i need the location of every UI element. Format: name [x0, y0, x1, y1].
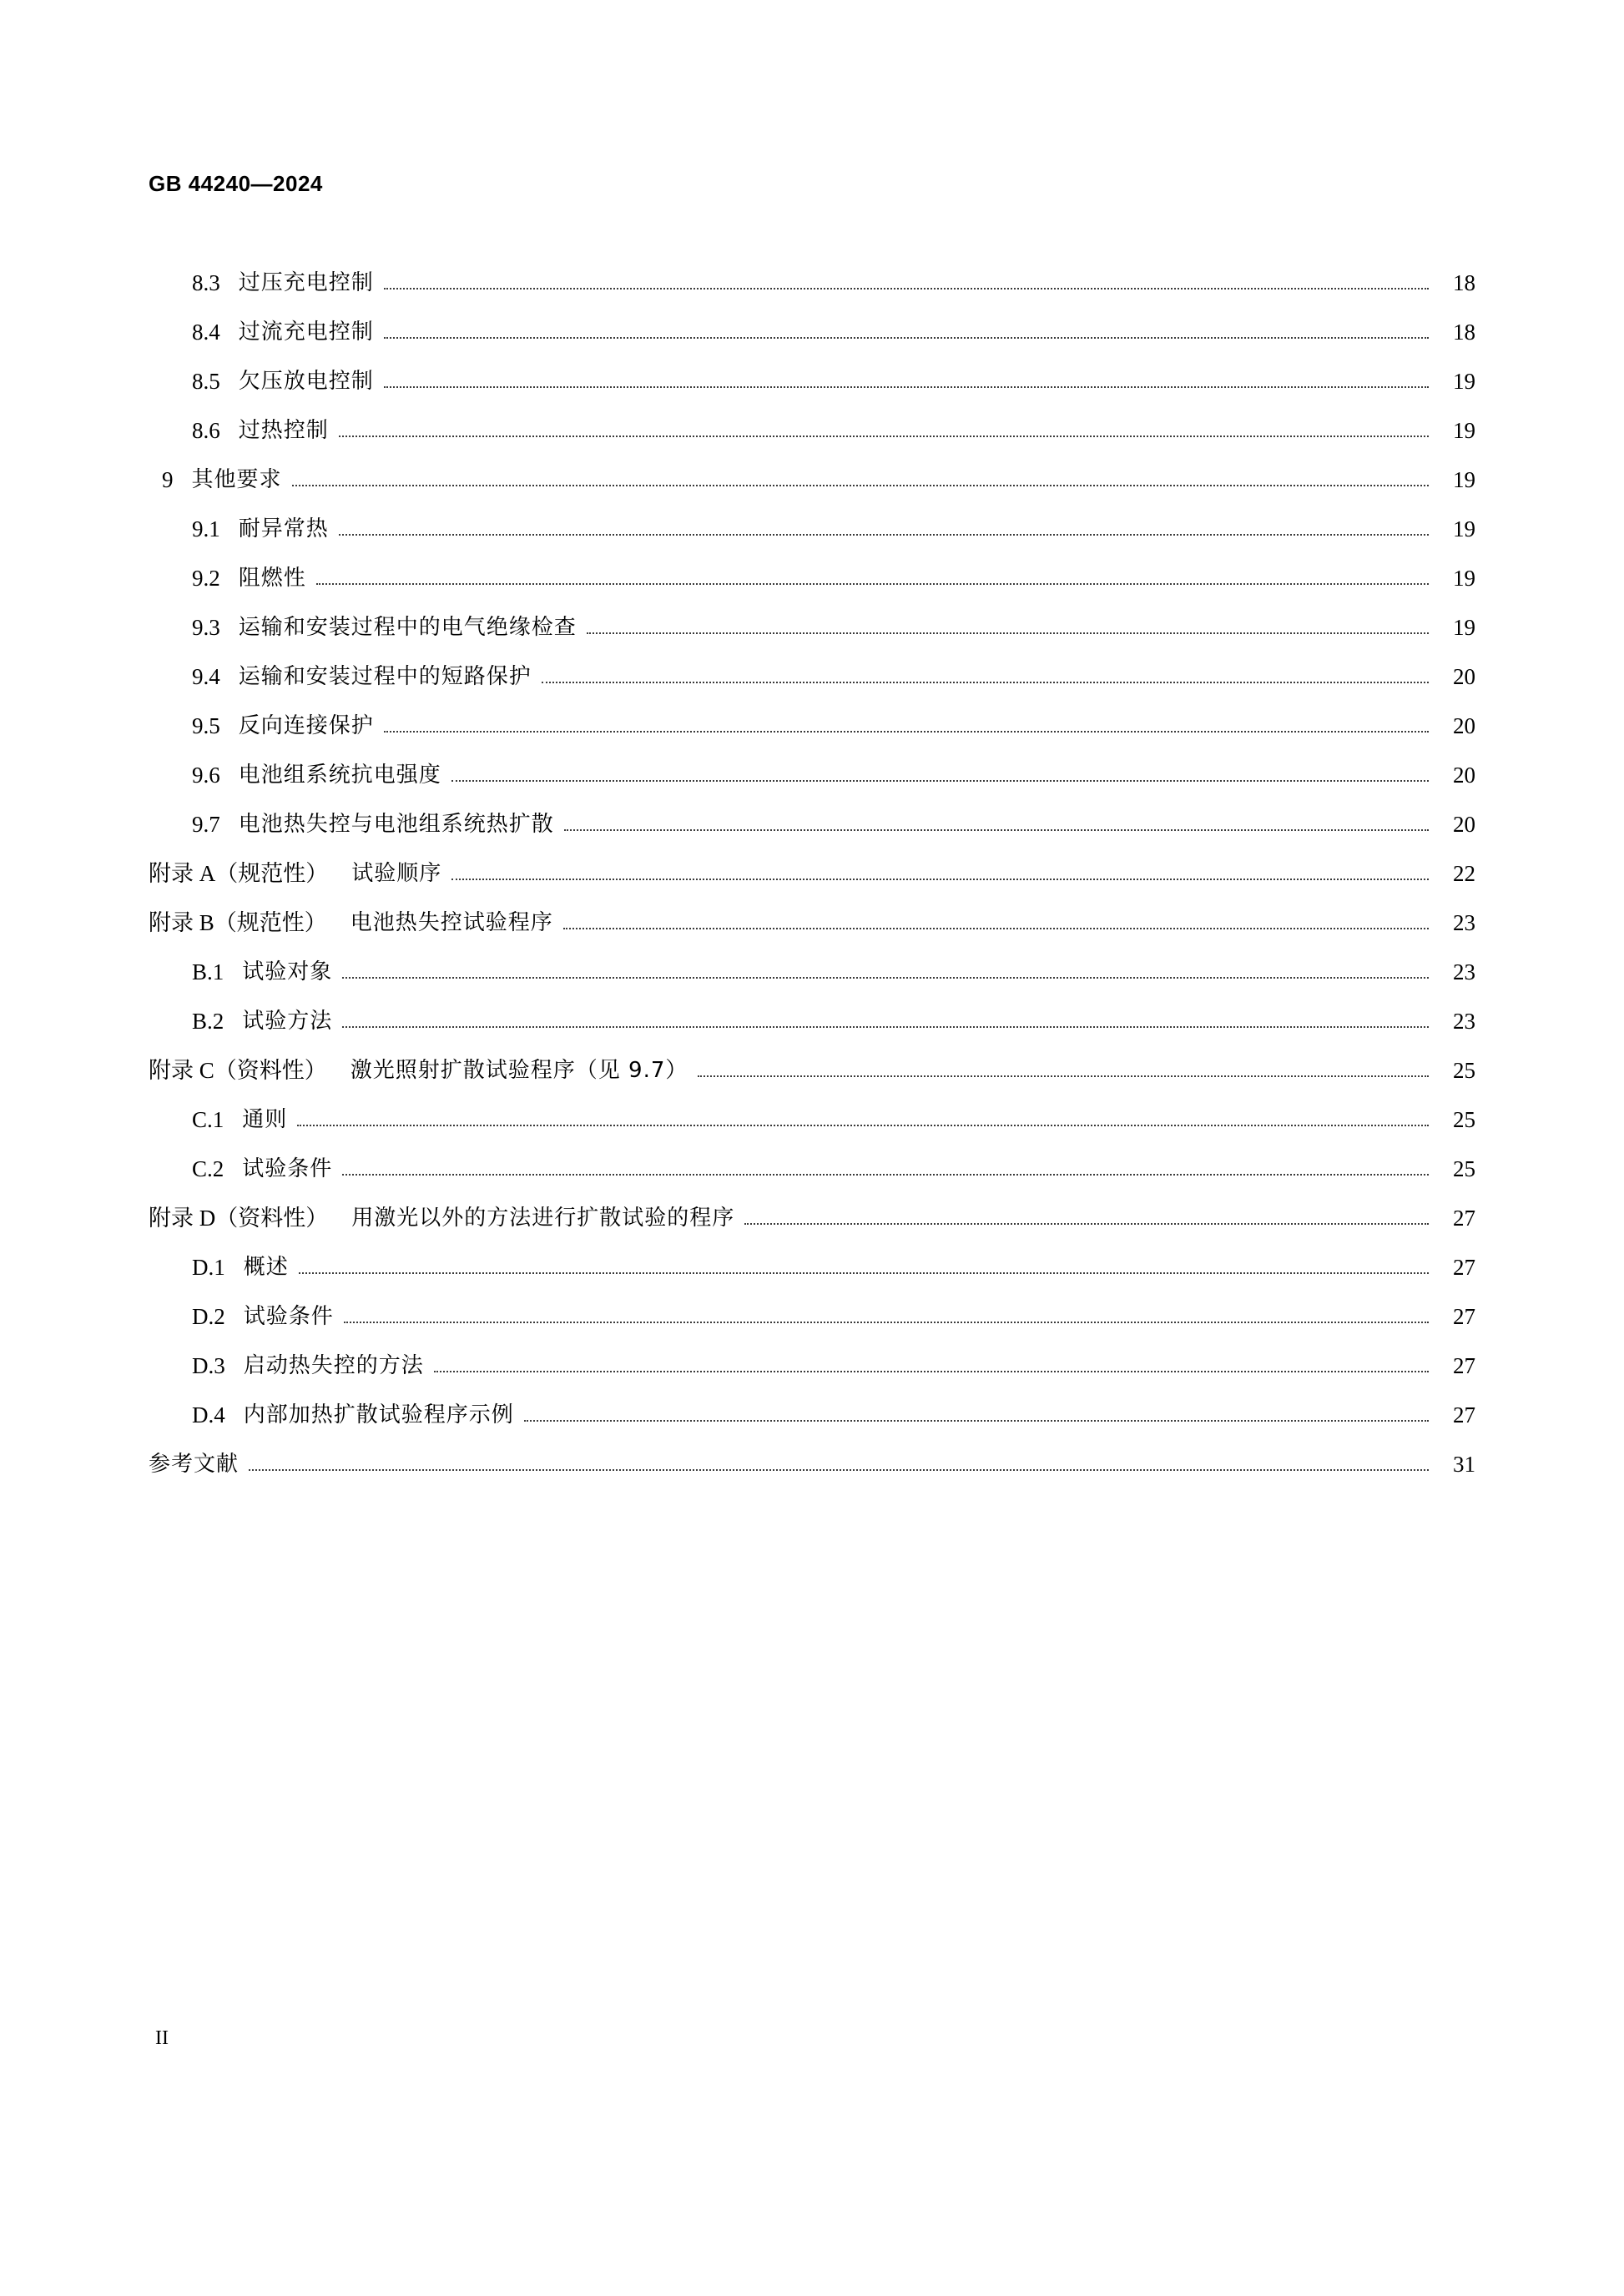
toc-entry-page-number: 23	[1453, 959, 1475, 984]
toc-entry-page-number: 20	[1453, 763, 1475, 788]
toc-entry-label: 其他要求	[191, 467, 282, 492]
toc-entry-page-number: 25	[1453, 1107, 1475, 1132]
toc-entry-number: D.4	[192, 1402, 225, 1427]
toc-entry-number: 9	[162, 467, 174, 492]
toc-entry-page-number: 19	[1453, 467, 1475, 492]
toc-entry-number: D.1	[192, 1255, 225, 1280]
toc-leader-dots	[564, 828, 1429, 831]
toc-leader-dots	[384, 730, 1429, 733]
toc-leader-dots	[316, 582, 1429, 585]
toc-entry-label: 试验条件	[243, 1304, 334, 1329]
toc-entry-number: 附录 A（规范性）	[149, 861, 329, 886]
toc-leader-dots	[587, 632, 1429, 634]
page-header-standard-id: GB 44240—2024	[149, 171, 323, 196]
toc-leader-dots	[292, 484, 1429, 486]
toc-entry-number: 8.3	[192, 270, 220, 295]
toc-entry[interactable]	[149, 1181, 1475, 1231]
toc-entry-label: 用激光以外的方法进行扩散试验的程序	[351, 1206, 735, 1231]
toc-leader-dots	[297, 1124, 1429, 1126]
toc-entry-label: 电池组系统抗电强度	[238, 763, 441, 788]
toc-entry-number: 9.5	[192, 713, 220, 738]
toc-entry-label: 概述	[243, 1255, 289, 1280]
toc-entry-number: 9.3	[192, 615, 220, 640]
toc-entry[interactable]	[149, 591, 1475, 640]
toc-leader-dots	[451, 779, 1429, 782]
toc-leader-dots	[451, 878, 1429, 880]
page-number-footer: II	[155, 2027, 169, 2049]
toc-entry-label: 电池热失控试验程序	[350, 910, 553, 935]
toc-entry-label: 试验顺序	[351, 861, 442, 886]
toc-entry[interactable]	[149, 1329, 1475, 1378]
toc-leader-dots	[434, 1370, 1429, 1372]
toc-entry-number: 9.7	[192, 812, 220, 837]
toc-leader-dots	[384, 385, 1429, 388]
toc-entry[interactable]	[149, 689, 1475, 738]
toc-entry-label: 反向连接保护	[238, 713, 374, 738]
toc-leader-dots	[698, 1075, 1429, 1077]
toc-entry[interactable]	[149, 1231, 1475, 1280]
toc-entry-number: 附录 C（资料性）	[149, 1058, 327, 1083]
toc-entry-label: 阻燃性	[238, 566, 306, 591]
toc-entry-label: 过热控制	[238, 418, 329, 443]
toc-entry-page-number: 19	[1453, 516, 1475, 541]
toc-entry[interactable]	[149, 886, 1475, 935]
toc-leader-dots	[384, 287, 1429, 290]
toc-leader-dots	[342, 1025, 1429, 1028]
toc-entry-number: D.2	[192, 1304, 225, 1329]
toc-leader-dots	[342, 1173, 1429, 1176]
toc-entry-page-number: 23	[1453, 910, 1475, 935]
toc-entry[interactable]	[149, 443, 1475, 492]
toc-entry[interactable]	[149, 1378, 1475, 1427]
toc-entry-label: 试验条件	[242, 1156, 333, 1181]
toc-entry-number: 8.4	[192, 320, 220, 345]
toc-entry[interactable]	[149, 984, 1475, 1034]
toc-entry-label: 试验方法	[242, 1009, 333, 1034]
toc-entry-number: 8.5	[192, 369, 220, 394]
toc-leader-dots	[524, 1419, 1429, 1422]
toc-entry-page-number: 31	[1453, 1452, 1475, 1477]
toc-entry-page-number: 18	[1453, 320, 1475, 345]
toc-entry[interactable]	[149, 1427, 1475, 1477]
toc-entry-page-number: 27	[1453, 1255, 1475, 1280]
toc-entry[interactable]	[149, 738, 1475, 788]
toc-entry-number: 9.6	[192, 763, 220, 788]
toc-entry[interactable]	[149, 1083, 1475, 1132]
toc-entry-label: 运输和安装过程中的短路保护	[238, 664, 532, 689]
toc-entry[interactable]	[149, 1132, 1475, 1181]
toc-entry-number: D.3	[192, 1353, 225, 1378]
toc-entry-page-number: 27	[1453, 1353, 1475, 1378]
toc-entry[interactable]	[149, 345, 1475, 394]
toc-entry-number: B.2	[192, 1009, 224, 1034]
toc-entry-number: 8.6	[192, 418, 220, 443]
toc-leader-dots	[299, 1271, 1429, 1274]
toc-entry[interactable]	[149, 246, 1475, 295]
toc-entry-label: 内部加热扩散试验程序示例	[243, 1402, 514, 1427]
toc-entry-label: 欠压放电控制	[238, 369, 374, 394]
toc-entry-number: 附录 D（资料性）	[149, 1206, 329, 1231]
toc-entry-number: C.1	[192, 1107, 224, 1132]
toc-entry[interactable]	[149, 394, 1475, 443]
toc-entry-page-number: 25	[1453, 1156, 1475, 1181]
toc-leader-dots	[344, 1321, 1429, 1323]
toc-entry-label: 过流充电控制	[238, 320, 374, 345]
toc-leader-dots	[339, 435, 1429, 437]
toc-leader-dots	[249, 1468, 1429, 1471]
toc-entry[interactable]	[149, 1034, 1475, 1083]
toc-entry-page-number: 27	[1453, 1206, 1475, 1231]
toc-entry-label: 激光照射扩散试验程序（见 9.7）	[350, 1058, 688, 1083]
toc-entry-number: 9.1	[192, 516, 220, 541]
toc-entry-label: 电池热失控与电池组系统热扩散	[238, 812, 554, 837]
toc-entry-page-number: 19	[1453, 369, 1475, 394]
toc-entry-page-number: 22	[1453, 861, 1475, 886]
toc-entry-page-number: 19	[1453, 418, 1475, 443]
toc-entry-label: 过压充电控制	[238, 270, 374, 295]
toc-entry-number: 9.2	[192, 566, 220, 591]
toc-entry[interactable]	[149, 788, 1475, 837]
toc-leader-dots	[342, 976, 1429, 979]
toc-entry[interactable]	[149, 837, 1475, 886]
toc-entry-page-number: 20	[1453, 713, 1475, 738]
toc-entry-number: 附录 B（规范性）	[149, 910, 327, 935]
toc-entry-number: 9.4	[192, 664, 220, 689]
toc-entry-label: 试验对象	[242, 959, 333, 984]
toc-entry[interactable]	[149, 935, 1475, 984]
toc-entry-page-number: 25	[1453, 1058, 1475, 1083]
toc-entry-number: C.2	[192, 1156, 224, 1181]
toc-entry-number: B.1	[192, 959, 224, 984]
toc-entry[interactable]	[149, 492, 1475, 541]
toc-leader-dots	[744, 1222, 1429, 1225]
toc-entry-page-number: 20	[1453, 812, 1475, 837]
toc-entry[interactable]	[149, 1280, 1475, 1329]
toc-entry[interactable]	[149, 640, 1475, 689]
toc-entry-page-number: 19	[1453, 566, 1475, 591]
toc-entry-page-number: 27	[1453, 1402, 1475, 1427]
toc-entry-page-number: 18	[1453, 270, 1475, 295]
toc-entry-label: 启动热失控的方法	[243, 1353, 424, 1378]
toc-entry[interactable]	[149, 295, 1475, 345]
toc-entry-label: 耐异常热	[238, 516, 329, 541]
toc-entry-page-number: 23	[1453, 1009, 1475, 1034]
toc-entry-page-number: 27	[1453, 1304, 1475, 1329]
toc-entry-label: 参考文献	[149, 1452, 240, 1477]
toc-entry-page-number: 20	[1453, 664, 1475, 689]
toc-entry[interactable]	[149, 541, 1475, 591]
toc-entry-label: 运输和安装过程中的电气绝缘检查	[238, 615, 577, 640]
toc-leader-dots	[542, 681, 1429, 683]
toc-entry-page-number: 19	[1453, 615, 1475, 640]
toc-leader-dots	[339, 533, 1429, 536]
toc-leader-dots	[563, 927, 1429, 929]
toc-leader-dots	[384, 336, 1429, 339]
toc-entry-label: 通则	[242, 1107, 288, 1132]
table-of-contents	[149, 246, 1475, 1477]
